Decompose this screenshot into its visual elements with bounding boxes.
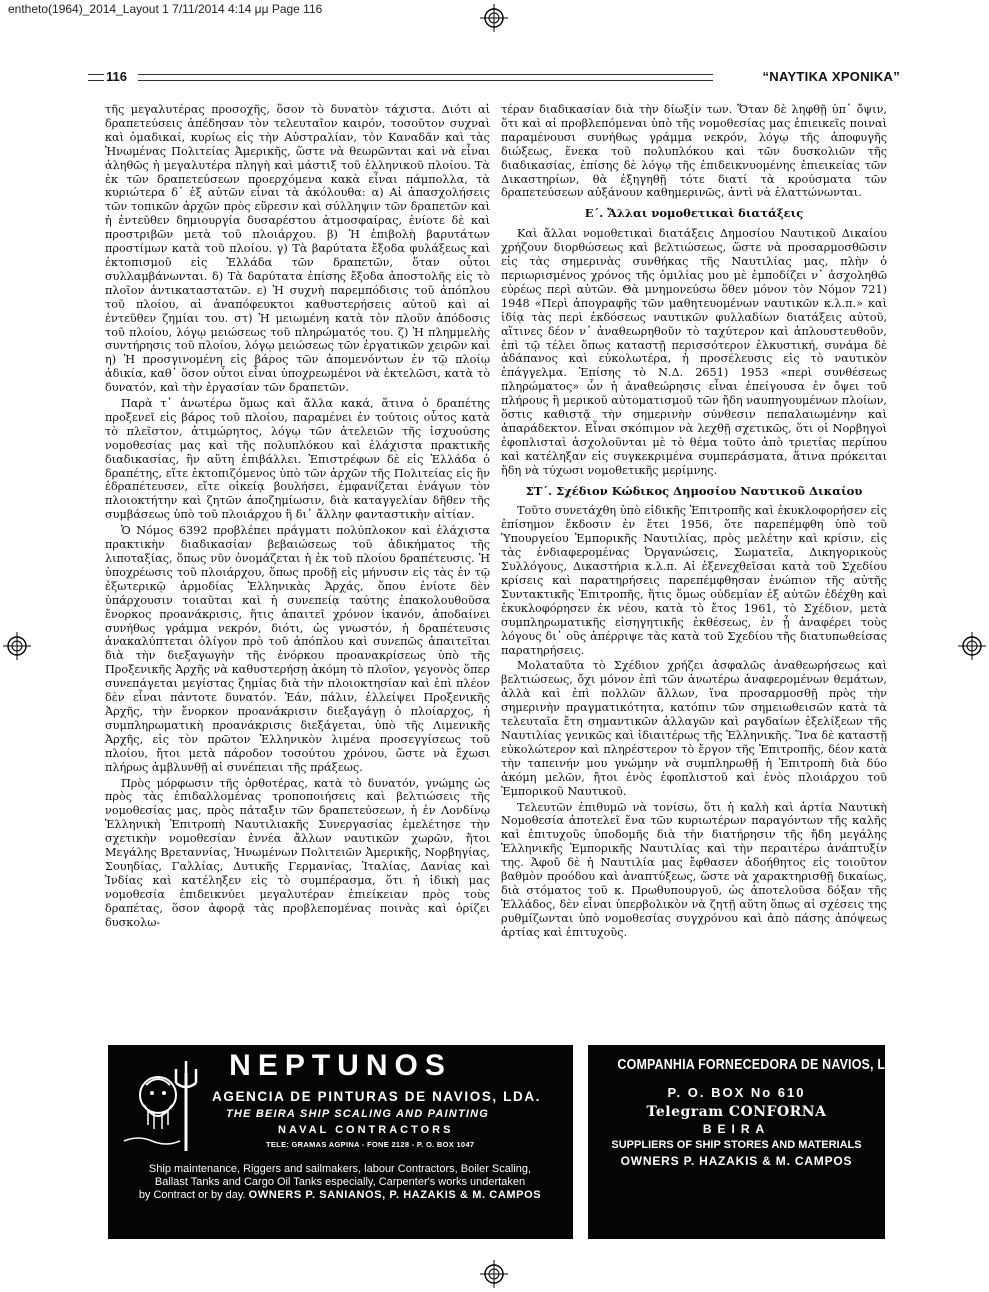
paragraph: Καὶ ἄλλαι νομοθετικαὶ διατάξεις Δημοσίου Ναυτικοῦ Δικαίου χρήζουν διορθώσεως καὶ βελτιώσεως, ὥστε νὰ προσαρμοσθῶσιν εἰς τὰς σημερινὰς συνθήκας τῆς Ναυτιλίας μας, πλὴν ὁ περιωρισμένος χρόνος τῆς ὁμιλίας μου μὲ ἐμποδίζει ν᾽ ἀσχοληθῶ εὐρέως περὶ αὐτῶν. Θὰ μνημονεύσω ὅθεν μόνον τὸν Νόμον 721) 1948 «Περὶ ἀπογραφῆς τῶν μαθητευομένων ναυτικῶν κ.λ.π.» καὶ ἰδίᾳ τὰς περὶ ἐκδόσεως ναυτικῶν φυλλαδίων διατάξεις αὐτοῦ, αἵτινες δέον ν᾽ ἀναθεωρηθοῦν τὸ ταχύτερον καὶ ἁπλουστευθοῦν, ἐπὶ τῷ τέλει ὅπως καταστῇ περισσότερον ἑλκυστική, συνάμα δὲ ἀδάπανος καὶ εὐκολωτέρα, ἡ προσέλευσις εἰς τὸ ναυτικὸν ἐπάγγελμα. Ἐπίσης τὸ Ν.Δ. 2651) 1953 «περὶ συνθέσεως πληρώματος» ὧν ἡ ἀναθεώρησις εἶναι ἐπείγουσα ἐν ὄψει τοῦ πλήρους ἢ μερικοῦ αὐτοματισμοῦ τῶν ἤδη ναυπηγουμένων πλοίων, ὅστις καθιστᾷ τὴν σημερινὴν σύνθεσιν πεπαλαιωμένην καὶ ἀπαράδεκτον. Εἶναι σκόπιμον νὰ λεχθῇ σχετικῶς, ὅτι οἱ Νορβηγοὶ ἐφοπλισταὶ ἀσχολοῦνται μὲ τὸ θέμα τοῦτο ἀπὸ τριετίας περίπου καὶ κατέληξαν εἰς συγκεκριμένα συμπεράσματα, ἅτινα πρόκειται ἤδη νὰ τύχωσι νομοθετικῆς μερίμνης. <box>501 227 887 477</box>
running-header <box>88 66 906 88</box>
text-column-left <box>105 103 490 929</box>
section-heading: ΣΤ΄. Σχέδιον Κώδικος Δημοσίου Ναυτικοῦ Δικαίου <box>525 483 863 498</box>
advertisement-companhia <box>588 1045 908 1239</box>
ad-contact-line: TELE: GRAMAS AGPINA - FONE 2128 - P. O. BOX 1047 <box>266 1140 475 1149</box>
header-rule <box>138 74 713 81</box>
page-number: 116 <box>106 69 127 84</box>
paragraph: Μολαταῦτα τὸ Σχέδιον χρήζει ἀσφαλῶς ἀναθεωρήσεως καὶ βελτιώσεως, ὄχι μόνον ἐπὶ τῶν ἀνωτέρω ἀναφερομένων θεμάτων, ἀλλὰ καὶ ἐπὶ πολλῶν ἄλλων, ἵνα προσαρμοσθῇ πρὸς τὴν σημερινὴν πραγματικότητα, κατόπιν τῶν σημειωθεισῶν κατὰ τὰ τελευταῖα ἔτη σημαντικῶν ἀλλαγῶν καὶ ραγδαίων ἐξελίξεων τῆς Ναυτιλίας γενικῶς καὶ ἰδιαιτέρως τῆς Ἑλληνικῆς. Ἵνα δὲ καταστῇ εὐκολώτερον καὶ πληρέστερον τὸ ἔργον τῆς Ἐπιτροπῆς, δέον κατὰ τὴν ταπεινήν μου γνώμην νὰ συμπληρωθῇ ἡ Ἐπιτροπὴ διὰ δύο ἀκόμη μελῶν, ἤτοι ἑνὸς ἐφοπλιστοῦ καὶ ἑνὸς πλοιάρχου τοῦ Ἐμπορικοῦ Ναυτικοῦ. <box>501 659 887 798</box>
ad-telegram: Telegram CONFORNA <box>646 1104 827 1120</box>
ad-owners: OWNERS P. HAZAKIS & M. CAMPOS <box>620 1154 853 1168</box>
registration-mark-icon <box>480 4 508 32</box>
ad-tagline: THE BEIRA SHIP SCALING AND PAINTING <box>226 1108 490 1120</box>
text-column-right <box>501 103 887 940</box>
ad-po-box: P. O. BOX No 610 <box>667 1085 806 1100</box>
ad-city: BEIRA <box>702 1122 771 1136</box>
advertisement-neptunos <box>108 1045 573 1239</box>
ad-brand-title: NEPTUNOS <box>229 1049 452 1082</box>
registration-mark-icon <box>958 632 986 660</box>
ad-agency-name: AGENCIA DE PINTURAS DE NAVIOS, LDA. <box>212 1089 542 1104</box>
header-rule <box>88 74 104 81</box>
ad-services: SUPPLIERS OF SHIP STORES AND MATERIALS <box>611 1139 862 1151</box>
paragraph: τέραν διαδικασίαν διὰ τὴν δίωξίν των. Ὅταν δὲ ληφθῇ ὑπ᾽ ὄψιν, ὅτι καὶ αἱ προβλεπόμεναι ὑπὸ τῆς νομοθεσίας μας ἐπιεικεῖς ποιναὶ παραμένουσι συνήθως γράμμα νεκρόν, λόγῳ τῆς ἀποφυγῆς διώξεως, ἕνεκα τοῦ πολυπλόκου καὶ τῶν δυσκολιῶν τῆς διαδικασίας, ἐπίσης δὲ λόγῳ τῆς ἐπιδεικνυομένης ἐπιεικείας τῶν Δικαστηρίων, θὰ ἐξηγηθῇ τότε διατί τὰ κρούσματα τῶν δραπετεύσεων αὐξάνουν καθημερινῶς, ἀντὶ νὰ ἐλαττώνωνται. <box>501 103 887 200</box>
ad-body-text <box>122 1163 558 1202</box>
section-heading: Ε΄. Ἄλλαι νομοθετικαὶ διατάξεις <box>584 206 804 221</box>
journal-title: “ΝΑΥΤΙΚΑ ΧΡΟΝΙΚΑ” <box>762 69 900 84</box>
ad-body-line: Ship maintenance, Riggers and sailmakers, labour Contractors, Boiler Scaling, <box>148 1163 532 1175</box>
ad-company-name: COMPANHIA FORNECEDORA DE NAVIOS, LDA. <box>617 1057 908 1073</box>
ad-owners: OWNERS P. SANIANOS, P. HAZAKIS & M. CAMPOS <box>248 1189 542 1201</box>
registration-mark-icon <box>3 632 31 660</box>
paragraph: Ὁ Νόμος 6392 προβλέπει πράγματι πολύπλοκον καὶ ἐλάχιστα πρακτικὴν διαδικασίαν βεβαιώσεως τοῦ ἀδικήματος τῆς λιποταξίας, ὅπως νῦν ὀνομάζεται ἡ ἐκ τοῦ πλοίου δραπέτευσις. Ἡ ὑποχρέωσις τοῦ πλοιάρχου, ὅπως προδῇ εἰς μήνυσιν εἰς τὰς ἐν τῷ ἐξωτερικῷ ἁρμοδίας Ἑλληνικὰς Ἀρχάς, ὅπου ἐνίοτε δὲν ὑπάρχουσιν τοιαῦται καὶ ἡ συνεπείᾳ ταύτης ἐπακολουθοῦσα ἔνορκος προανάκρισις, ἥτις ἀπαιτεῖ χρόνον ἱκανόν, ἀποδαίνει συνήθως γράμμα νεκρόν, διότι, ὡς γνωστόν, ἡ δραπέτευσις ἀνακαλύπτεται ὀλίγον πρὸ τοῦ ἀπόπλου καὶ συνεπῶς ἀπαιτεῖται διὰ τὴν διεξαγωγὴν τῆς ἐνόρκου προανακρίσεως ὑπὸ τῆς Προξενικῆς Ἀρχῆς νὰ καθυστερήσῃ ἀκόμη τὸ πλοῖον, γεγονὸς ὅπερ συνεπάγεται μεγίστας ζημίας διὰ τὴν πλοιοκτησίαν καὶ ἐπὶ πλέον δὲν εἶναι πάντοτε δυνατόν. Ἐάν, πάλιν, ἐλλείψει Προξενικῆς Ἀρχῆς, τὴν ἔνορκον προανάκρισιν διεξαγάγῃ ὁ πλοίαρχος, ἡ συμπληρωματικὴ προανάκρισις διεξάγεται, ὑπὸ τῆς Λιμενικῆς Ἀρχῆς, εἰς τὸν πρῶτον Ἑλληνικὸν λιμένα προσεγγίσεως τοῦ πλοίου, ἤτοι μετὰ πάροδον τοσούτου χρόνου, ὥστε νὰ ἔχωσι πλήρως ἀμβλυνθῇ αἱ συνέπειαι τῆς πράξεως. <box>105 524 490 774</box>
paragraph: τῆς μεγαλυτέρας προσοχῆς, ὅσον τὸ δυνατὸν τάχιστα. Διότι αἱ δραπετεύσεις ἀπέδησαν τὸν τελευταῖον καιρόν, τοσοῦτον συχναὶ καὶ ὁμαδικαί, κυρίως εἰς τὴν Αὐστραλίαν, τὸν Καναδᾶν καὶ τὰς Ἡνωμένας Πολιτείας Ἀμερικῆς, ὥστε νὰ θεωρῶνται καὶ νὰ εἶναι ἀληθῶς ἡ μεγαλυτέρα πληγὴ καὶ μάστιξ τοῦ ἑλληνικοῦ πλοίου. Τὰ ἐκ τῶν δραπετεύσεων προερχόμενα κακὰ εἶναι πάμπολλα, τὰ κυριώτερα δ᾽ ἐξ αὐτῶν εἶναι τὰ ἀκόλουθα: α) Αἱ ἀπασχολήσεις τῶν τοπικῶν ἀρχῶν πρὸς εὕρεσιν καὶ σύλληψιν τῶν δραπετῶν καὶ ἡ ἐντεῦθεν δημιουργία δυσαρέστου ἀτμοσφαίρας, ἐνίοτε δὲ καὶ προστριβῶν μετὰ τοῦ πλοιάρχου. β) Ἡ ἐπιβολὴ βαρυτάτων προστίμων κατὰ τοῦ πλοίου. γ) Τὰ βαρύτατα ἔξοδα φυλάξεως καὶ ἐκτοπισμοῦ εἰς Ἑλλάδα τῶν δραπετῶν, ὅταν οὗτοι συλλαμβάνωνται. δ) Τὰ δαρύτατα ἐπίσης ἔξοδα ἀποστολῆς εἰς τὸ πλοῖον ἀντικαταστατῶν. ε) Ἡ συχνὴ παρεμπόδισις τοῦ ἀπόπλου τοῦ πλοίου, αἱ ἀναπόφευκτοι καθυστερήσεις αὐτοῦ καὶ αἱ ἐντεῦθεν ζημίαι του. στ) Ἡ μειωμένη κατὰ τὸν πλοῦν ἀπόδοσις τοῦ πλοίου, λόγῳ μειώσεως τοῦ πληρώματός του. ζ) Ἡ πλημμελὴς συντήρησις τοῦ πλοίου, λόγῳ μειώσεως τῶν ἐργατικῶν χειρῶν καὶ η) Ἡ προσγινομένη εἰς βάρος τῶν ἀπομενόντων ἐν τῷ πλοίῳ ἀδικία, καθ᾽ ὅσον οὗτοι εἶναι ὑποχρεωμένοι νὰ ἐκτελῶσι, κατὰ τὸ δυνατόν, καὶ τὴν ἐργασίαν τῶν δραπετῶν. <box>105 103 490 395</box>
paragraph: Τοῦτο συνετάχθη ὑπὸ εἰδικῆς Ἐπιτροπῆς καὶ ἐκυκλοφορήσεν εἰς ἐπίσημον ἔκδοσιν ἐν ἔτει 1956, ὅτε παρεπέμφθη ὑπὸ τοῦ Ὑπουργείου Ἐμπορικῆς Ναυτιλίας, πρὸς μελέτην καὶ κρίσιν, εἰς τὰς ἐνδιαφερομένας Ὀργανώσεις, Σωματεῖα, Δικηγορικοὺς Συλλόγους, Δικαστήρια κ.λ.π. Αἱ ἐξενεχθεῖσαι κατὰ τοῦ Σχεδίου κρίσεις καὶ παρατηρήσεις παρεπέμφθησαν ἐνώπιον τῆς αὐτῆς Συντακτικῆς Ἐπιτροπῆς, ἥτις ὅμως οὐδεμίαν ἐξ αὐτῶν ἐδέχθη καὶ ἐκυκλοφόρησεν ἐκ νέου, κατὰ τὸ ἔτος 1961, τὸ Σχέδιον, μετὰ συμπληρωματικῆς εἰσηγητικῆς ἐκθέσεως, ἐν ᾗ ἀναφέρει τοὺς λόγους δι᾽ οὓς ἀπέρριψε τὰς κατὰ τοῦ Σχεδίου τῆς διατυπωθείσας παρατηρήσεις. <box>501 504 887 657</box>
ad-subtitle: NAVAL CONTRACTORS <box>278 1124 454 1136</box>
print-slug: entheto(1964)_2014_Layout 1 7/11/2014 4:14 μμ Page 116 <box>8 2 323 16</box>
ad-body-line: by Contract or by day. <box>138 1189 246 1201</box>
registration-mark-icon <box>480 1260 508 1288</box>
paragraph: Τελευτῶν ἐπιθυμῶ νὰ τονίσω, ὅτι ἡ καλὴ καὶ ἀρτία Ναυτικὴ Νομοθεσία ἀποτελεῖ ἕνα τῶν κυριωτέρων παραγόντων τῆς καλῆς καὶ ἐπιτυχοῦς ὑποδομῆς διὰ τὴν διατήρησιν τῆς ἤδη μεγάλης Ἑλληνικῆς Ἐμπορικῆς Ναυτιλίας καὶ τὴν περαιτέρω ἀνάπτυξίν της. Ἀφοῦ δὲ ἡ Ναυτιλία μας ἔφθασεν ἀδοήθητος εἰς τοιοῦτον βαθμὸν προόδου καὶ ἀναπτύξεως, ὥστε νὰ χαρακτηρισθῇ δικαίως, διὰ στόματος τοῦ κ. Πρωθυπουργοῦ, ὡς ἀποτελοῦσα δόξαν τῆς Ἑλλάδος, δὲν εἶναι ὑπερβολικὸν νὰ ζητῇ αὕτη ὅπως αἱ σχέσεις της ρυθμίζωνται ὑπὸ νομοθεσίας συγχρόνου καὶ ἀπὸ πάσης ἀπόψεως ἀρτίας καὶ ἐπιτυχοῦς. <box>501 800 887 939</box>
paragraph: Πρὸς μόρφωσιν τῆς ὀρθοτέρας, κατὰ τὸ δυνατόν, γνώμης ὡς πρὸς τὰς ἐπιδαλλομένας τροποποιήσεις καὶ βελτιώσεις τῆς νομοθεσίας μας, πρὸς πάταξιν τῶν δραπετεύσεων, ἡ ἐν Λονδίνῳ Ἑλληνικὴ Ἐπιτροπὴ Ναυτιλιακῆς Συνεργασίας ἐμελέτησε τὴν σχετικὴν νομοθεσίαν ἐννέα ἄλλων ναυτικῶν χωρῶν, ἤτοι Μεγάλης Βρεταννίας, Ἡνωμένων Πολιτειῶν Ἀμερικῆς, Νορβηγίας, Σουηδίας, Γαλλίας, Δυτικῆς Γερμανίας, Ἰταλίας, Δανίας καὶ Ἰνδίας καὶ κατέληξεν εἰς τὸ συμπέρασμα, ὅτι ἡ ἰδικὴ μας νομοθεσία ἐπιδεικνύει μεγαλυτέραν ἐπιείκειαν πρὸς τοὺς δραπέτας, ὅσον ἀφορᾷ τὰς προβλεπομένας ποινὰς καὶ ὁρίζει δυσκολω- <box>105 776 490 929</box>
paragraph: Παρὰ τ᾽ ἀνωτέρω ὅμως καὶ ἄλλα κακά, ἅτινα ὁ δραπέτης προξενεῖ εἰς βάρος τοῦ πλοίου, παραμένει ἐν τούτοις οὗτος κατὰ τὸ πλεῖστον, ἀτιμώρητος, λόγῳ τῶν ἀτελειῶν τῆς ἰσχυούσης νομοθεσίας μας καὶ τῆς πολυπλόκου καὶ ἐλάχιστα πρακτικῆς διαδικασίας, ἣν αὕτη ἐπιβάλλει. Ἐπιστρέφων δὲ εἰς Ἑλλάδα ὁ δραπέτης, εἴτε ἐκτοπιζόμενος ὑπὸ τῶν ἀρχῶν τῆς Πολιτείας εἰς ἣν ἐδραπέτευσεν, εἴτε οἰκείᾳ βουλήσει, ἐμφανίζεται ἐνάγων τὸν πλοιοκτήτην καὶ ζητῶν ἀποζημίωσιν, διὰ καταγγελίαν δῆθεν τῆς συμβάσεως ὑπὸ τοῦ πλοιάρχου ἢ δι᾽ ἄλλην φανταστικὴν αἰτίαν. <box>105 397 490 522</box>
ad-body-line: Ballast Tanks and Cargo Oil Tanks especially, Carpenter's works undertaken <box>154 1176 526 1188</box>
